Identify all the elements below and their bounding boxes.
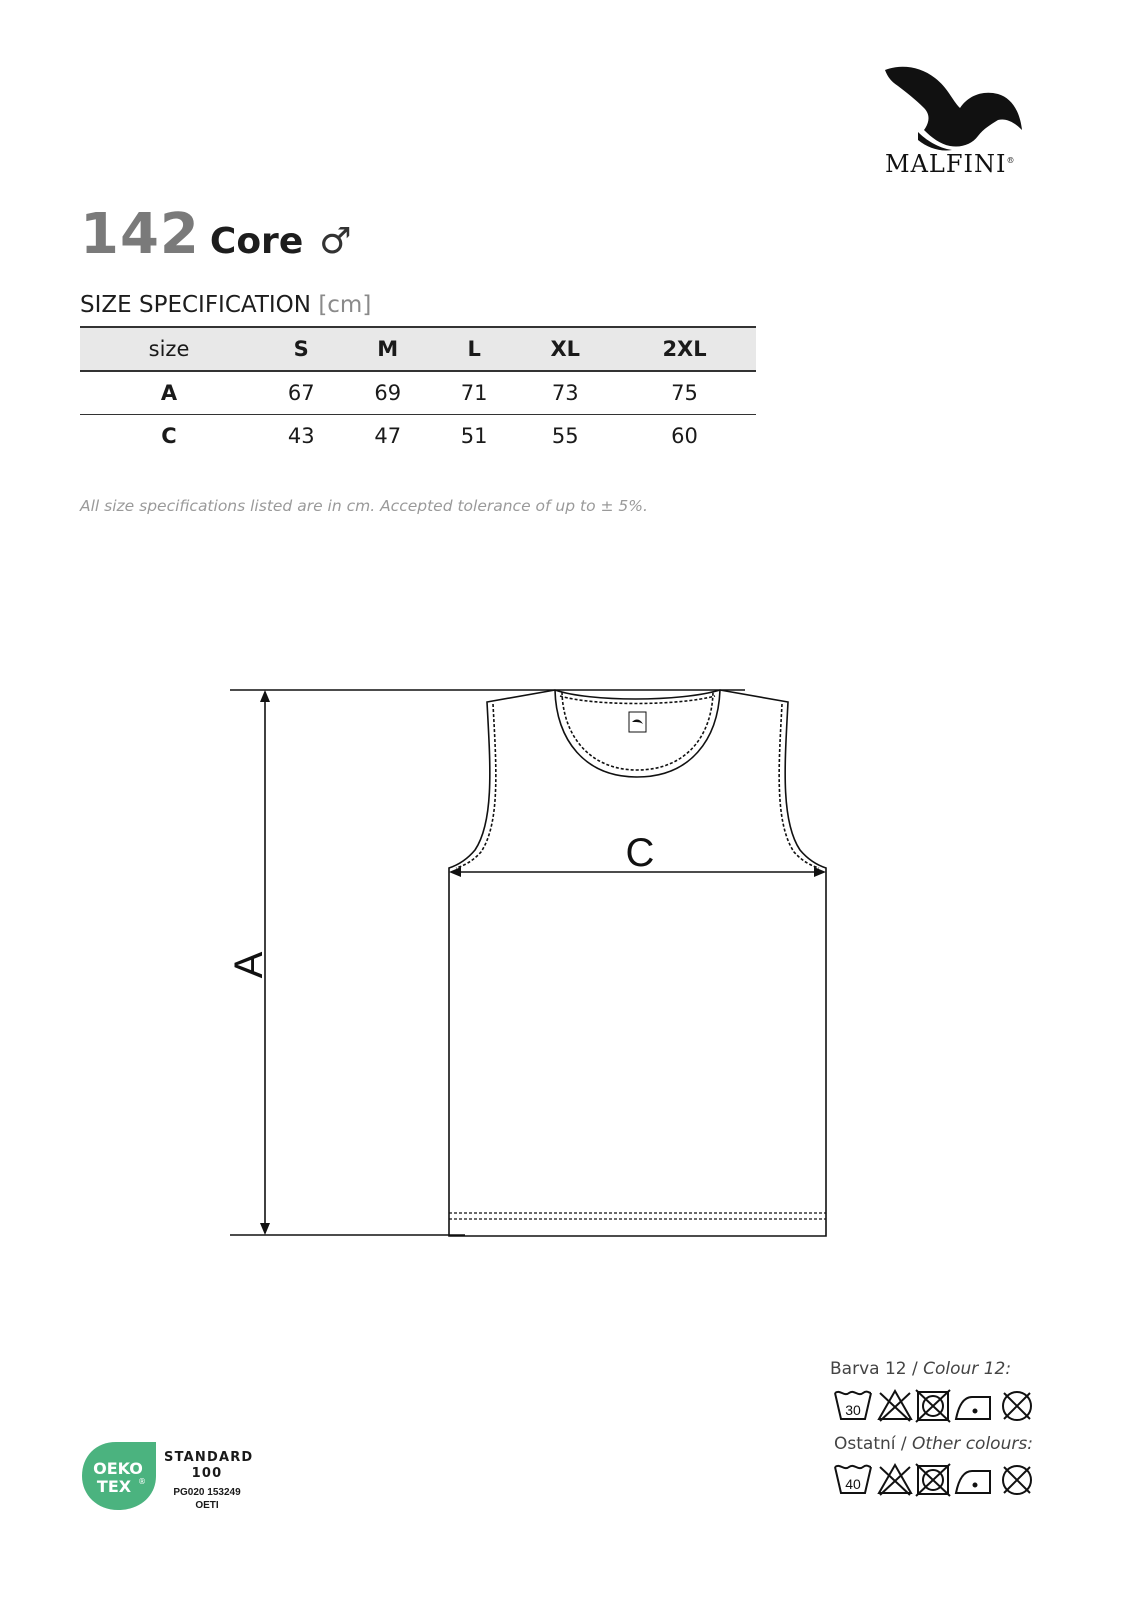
tank-top-diagram [0,660,1131,1240]
table-corner: size [148,337,190,361]
care-symbols-other [832,1459,1042,1501]
arrow-head-icon [260,690,270,702]
arrow-head-icon [260,1223,270,1235]
dimension-a-label: A [227,951,271,979]
product-title [80,202,352,267]
male-symbol-icon: ♂ [319,221,352,262]
svg-text:30: 30 [845,1402,861,1418]
table-row [80,415,756,458]
no-bleach-icon [879,1465,911,1495]
arrow-head-icon [449,867,461,877]
tolerance-note: All size specifications listed are in cm. Accepted tolerance of up to ± 5%. [80,497,648,515]
no-bleach-icon [879,1391,911,1421]
oeko-line1: OEKO [93,1459,143,1478]
no-dry-clean-icon [1003,1392,1031,1420]
care-symbols-colour12 [832,1385,1042,1427]
dimension-c-label: C [625,831,655,875]
neckline-outer [555,690,720,777]
back-neck-line [555,690,720,699]
oeko-line2: TEX [96,1477,132,1496]
other-colours-label: Ostatní / Other colours: [834,1434,1033,1454]
arrow-head-icon [814,867,826,877]
table-cell: 55 [551,424,579,448]
size-header: L [467,337,481,361]
oeko-tex-badge-icon [80,1440,158,1512]
no-tumble-dry-icon [916,1464,950,1496]
product-number: 142 [80,202,200,267]
size-header: XL [550,337,581,361]
brand-name: MALFINI® [885,150,1016,178]
table-cell: 75 [671,381,698,405]
table-cell: 60 [671,424,698,448]
svg-text:40: 40 [845,1476,861,1492]
table-cell: 47 [374,424,402,448]
size-header: S [293,337,309,361]
no-dry-clean-icon [1003,1466,1031,1494]
size-table [80,326,756,457]
table-row [80,371,756,415]
row-label: C [161,424,177,448]
wash-icon [835,1392,871,1419]
table-cell: 51 [460,424,488,448]
table-cell: 71 [460,381,488,405]
wash-icon [835,1466,871,1493]
table-cell: 67 [287,381,315,405]
table-cell: 73 [551,381,579,405]
size-spec-heading: SIZE SPECIFICATION [cm] [80,292,372,318]
size-header: M [377,337,399,361]
product-name: Core [209,221,304,262]
oeko-reg: ® [138,1477,146,1486]
table-cell: 43 [287,424,315,448]
oeko-standard: STANDARD 100 [164,1450,254,1481]
size-header: 2XL [662,337,707,361]
colour12-label: Barva 12 / Colour 12: [830,1359,1012,1379]
oeko-certificate-code: PG020 153249 OETI [173,1487,241,1511]
shirt-outline [449,690,826,1236]
no-tumble-dry-icon [916,1390,950,1422]
iron-low-icon [956,1471,990,1493]
table-cell: 69 [374,381,402,405]
iron-low-icon [956,1397,990,1419]
row-label: A [160,381,178,405]
table-header-row [80,327,756,371]
